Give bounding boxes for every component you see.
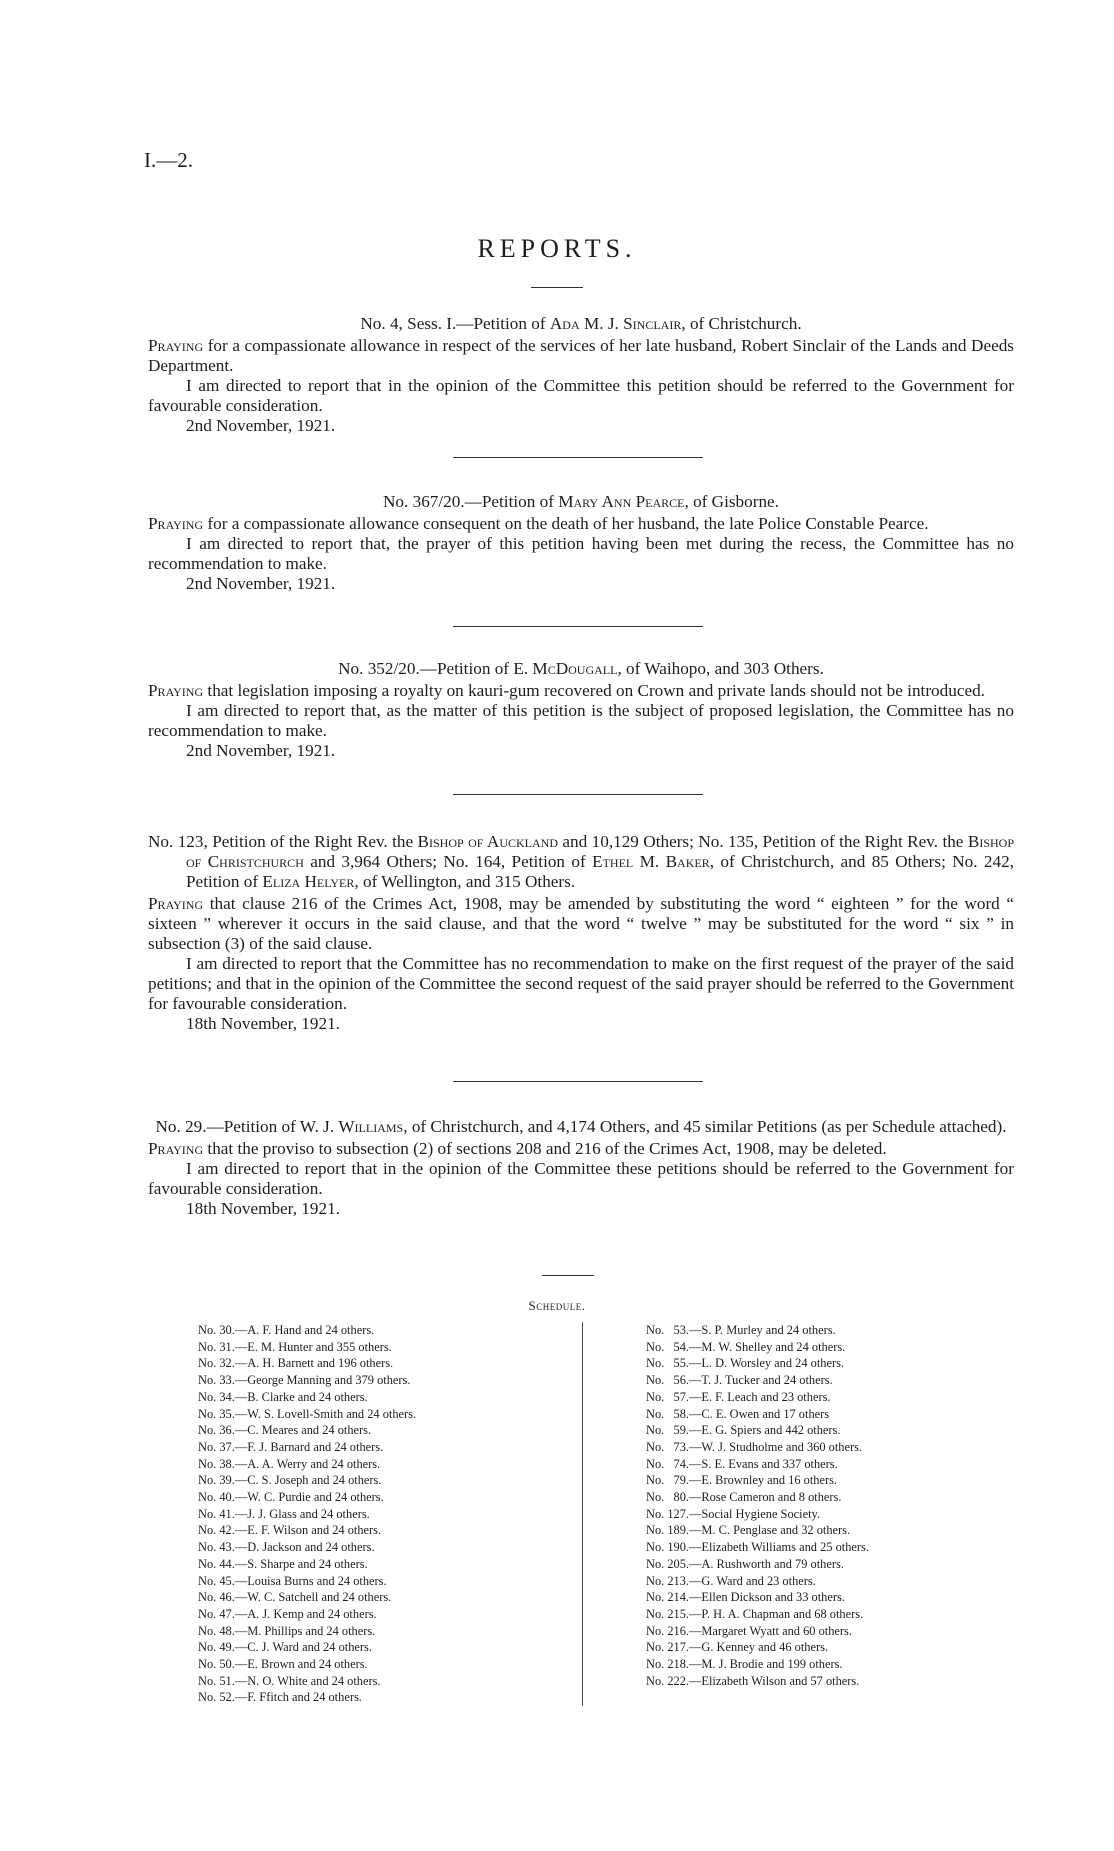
petition-prayer: Praying for a compassionate allowance consequent on the death of her husband, the late Police Constable Pearce. — [148, 514, 929, 533]
petition-heading — [148, 492, 1014, 512]
schedule-entry: No. 31.—E. M. Hunter and 355 others. — [198, 1339, 392, 1354]
petition-block — [148, 1117, 1014, 1219]
petition-date: 2nd November, 1921. — [186, 574, 336, 593]
petition-report: I am directed to report that in the opinion of the Committee this petition should be referred to the Government for favourable consideration. — [148, 376, 1014, 415]
schedule-entry: No. 37.—F. J. Barnard and 24 others. — [198, 1439, 384, 1454]
schedule-entry: No. 50.—E. Brown and 24 others. — [198, 1657, 368, 1672]
petition-report: I am directed to report that, as the matter of this petition is the subject of proposed legislation, the Committee has no recommendation to make. — [148, 701, 1014, 740]
petition-prayer: Praying that clause 216 of the Crimes Act, 1908, may be amended by substituting the word “ eighteen ” for the word “ sixteen ” wherever it occurs in the said clause, and that the word “ twelve ” may be substituted for the word “ six ” in subsection (3) of the said clause. — [148, 894, 1014, 953]
heading-text: No. 4, Sess. I.—Petition of — [360, 314, 550, 333]
schedule-entry: No. 222.—Elizabeth Wilson and 57 others. — [646, 1673, 860, 1688]
petition-report: I am directed to report that the Committee has no recommendation to make on the first request of the prayer of the said petitions; and that in the opinion of the Committee the second request of the said prayer should be referred to the Government for favourable consideration. — [148, 954, 1014, 1013]
schedule-entry: No. 33.—George Manning and 379 others. — [198, 1373, 411, 1388]
petition-block — [148, 492, 1014, 594]
petitioner-name: McDougall — [532, 659, 618, 678]
petitioner-name: Williams — [338, 1117, 404, 1136]
heading-text: , of Waihopo, and 303 Others. — [617, 659, 824, 678]
petitioner-name: Baker — [665, 852, 710, 871]
schedule-entry: No. 47.—A. J. Kemp and 24 others. — [198, 1606, 377, 1621]
petition-heading — [148, 314, 1014, 334]
petition-prayer: Praying that the proviso to subsection (2) of sections 208 and 216 of the Crimes Act, 1908, may be deleted. — [148, 1139, 887, 1158]
schedule-entry: No. 80.—Rose Cameron and 8 others. — [646, 1490, 842, 1505]
petition-prayer: Praying that legislation imposing a royalty on kauri-gum recovered on Crown and private lands should not be introduced. — [148, 681, 985, 700]
schedule-entry: No. 215.—P. H. A. Chapman and 68 others. — [646, 1606, 864, 1621]
heading-text: M. J. — [579, 314, 624, 333]
title-rule — [531, 287, 583, 288]
schedule-entry: No. 58.—C. E. Owen and 17 others — [646, 1406, 830, 1421]
petitioner-name: Bishop of Christchurch — [186, 832, 1014, 871]
heading-text: and 3,964 Others; No. 164, Petition of — [303, 852, 593, 871]
petition-report: I am directed to report that in the opinion of the Committee these petitions should be referred to the Government for favourable consideration. — [148, 1159, 1014, 1198]
schedule-entry: No. 52.—F. Ffitch and 24 others. — [198, 1690, 362, 1705]
petitioner-name: Bishop of Auckland — [417, 832, 558, 851]
petition-date: 18th November, 1921. — [186, 1199, 340, 1218]
petitioner-name: Sinclair — [623, 314, 682, 333]
heading-text: , of Gisborne. — [684, 492, 779, 511]
schedule-entry: No. 216.—Margaret Wyatt and 60 others. — [646, 1623, 852, 1638]
schedule-entry: No. 55.—L. D. Worsley and 24 others. — [646, 1356, 845, 1371]
section-rule — [453, 1081, 703, 1082]
petition-block — [148, 659, 1014, 761]
schedule-entry: No. 74.—S. E. Evans and 337 others. — [646, 1456, 838, 1471]
petitioner-name: Eliza Helyer — [262, 872, 355, 891]
schedule-entry: No. 57.—E. F. Leach and 23 others. — [646, 1389, 831, 1404]
schedule-entry: No. 213.—G. Ward and 23 others. — [646, 1573, 816, 1588]
schedule-entry: No. 49.—C. J. Ward and 24 others. — [198, 1640, 372, 1655]
schedule-title: Schedule. — [528, 1298, 586, 1313]
section-rule — [453, 457, 703, 458]
schedule-entry: No. 42.—E. F. Wilson and 24 others. — [198, 1523, 382, 1538]
page-reference: I.—2. — [144, 148, 193, 172]
petition-heading — [148, 832, 1014, 892]
petition-heading — [148, 659, 1014, 679]
schedule-entry: No. 32.—A. H. Barnett and 196 others. — [198, 1356, 394, 1371]
schedule-column-left — [198, 1322, 416, 1706]
petition-heading — [148, 1117, 1014, 1137]
schedule-entry: No. 217.—G. Kenney and 46 others. — [646, 1640, 829, 1655]
page-title: REPORTS. — [477, 234, 637, 263]
petition-block — [148, 832, 1014, 1034]
heading-text: , of Christchurch. — [681, 314, 802, 333]
schedule-entry: No. 30.—A. F. Hand and 24 others. — [198, 1323, 375, 1337]
heading-text: No. 123, Petition of the Right Rev. the — [148, 832, 418, 851]
schedule-entry: No. 40.—W. C. Purdie and 24 others. — [198, 1490, 384, 1505]
schedule-entry: No. 56.—T. J. Tucker and 24 others. — [646, 1373, 833, 1388]
schedule-entry: No. 46.—W. C. Satchell and 24 others. — [198, 1590, 392, 1605]
schedule-rule — [542, 1275, 594, 1276]
petition-date: 18th November, 1921. — [186, 1014, 340, 1033]
section-rule — [453, 626, 703, 627]
schedule-divider — [582, 1322, 583, 1706]
petition-report: I am directed to report that, the prayer of this petition having been met during the recess, the Committee has no recommendation to make. — [148, 534, 1014, 573]
schedule-entry: No. 218.—M. J. Brodie and 199 others. — [646, 1657, 843, 1672]
schedule-entry: No. 53.—S. P. Murley and 24 others. — [646, 1323, 836, 1337]
schedule-entry: No. 190.—Elizabeth Williams and 25 others. — [646, 1540, 869, 1555]
schedule-entry: No. 54.—M. W. Shelley and 24 others. — [646, 1339, 846, 1354]
schedule-entry: No. 45.—Louisa Burns and 24 others. — [198, 1573, 387, 1588]
heading-text: No. 29.—Petition of W. J. — [155, 1117, 339, 1136]
heading-text: , of Wellington, and 315 Others. — [354, 872, 576, 891]
heading-text: No. 352/20.—Petition of E. — [338, 659, 533, 678]
petition-date: 2nd November, 1921. — [186, 741, 336, 760]
schedule-entry: No. 43.—D. Jackson and 24 others. — [198, 1540, 375, 1555]
schedule-entry: No. 44.—S. Sharpe and 24 others. — [198, 1556, 368, 1571]
schedule-entry: No. 59.—E. G. Spiers and 442 others. — [646, 1423, 841, 1438]
heading-text: No. 367/20.—Petition of — [383, 492, 559, 511]
schedule-entry: No. 41.—J. J. Glass and 24 others. — [198, 1506, 370, 1521]
petition-prayer: Praying for a compassionate allowance in respect of the services of her late husband, Robert Sinclair of the Lands and Deeds Department. — [148, 336, 1014, 375]
schedule-entry: No. 205.—A. Rushworth and 79 others. — [646, 1556, 844, 1571]
heading-text: and 10,129 Others; No. 135, Petition of the Right Rev. the — [557, 832, 968, 851]
heading-text: , of Christchurch, and 4,174 Others, and 45 similar Petitions (as per Schedule attached). — [403, 1117, 1007, 1136]
schedule-entry: No. 39.—C. S. Joseph and 24 others. — [198, 1473, 382, 1488]
schedule-column-right — [646, 1322, 869, 1689]
schedule-entry: No. 38.—A. A. Werry and 24 others. — [198, 1456, 381, 1471]
petition-date: 2nd November, 1921. — [186, 416, 336, 435]
section-rule — [453, 794, 703, 795]
heading-text: , of Christchurch, and 85 Others; No. 242, Petition of — [186, 852, 1014, 891]
schedule-entry: No. 48.—M. Phillips and 24 others. — [198, 1623, 376, 1638]
schedule-entry: No. 127.—Social Hygiene Society. — [646, 1506, 821, 1521]
petition-block — [148, 314, 1014, 436]
petitioner-name: Mary Ann Pearce — [558, 492, 685, 511]
schedule-entry: No. 36.—C. Meares and 24 others. — [198, 1423, 372, 1438]
schedule-entry: No. 35.—W. S. Lovell-Smith and 24 others. — [198, 1406, 417, 1421]
schedule-entry: No. 214.—Ellen Dickson and 33 others. — [646, 1590, 845, 1605]
schedule-entry: No. 51.—N. O. White and 24 others. — [198, 1673, 381, 1688]
heading-text: M. — [633, 852, 666, 871]
schedule-entry: No. 189.—M. C. Penglase and 32 others. — [646, 1523, 851, 1538]
schedule-entry: No. 73.—W. J. Studholme and 360 others. — [646, 1439, 863, 1454]
petitioner-name: Ada — [549, 314, 580, 333]
schedule-entry: No. 34.—B. Clarke and 24 others. — [198, 1389, 368, 1404]
petitioner-name: Ethel — [592, 852, 634, 871]
schedule-entry: No. 79.—E. Brownley and 16 others. — [646, 1473, 837, 1488]
